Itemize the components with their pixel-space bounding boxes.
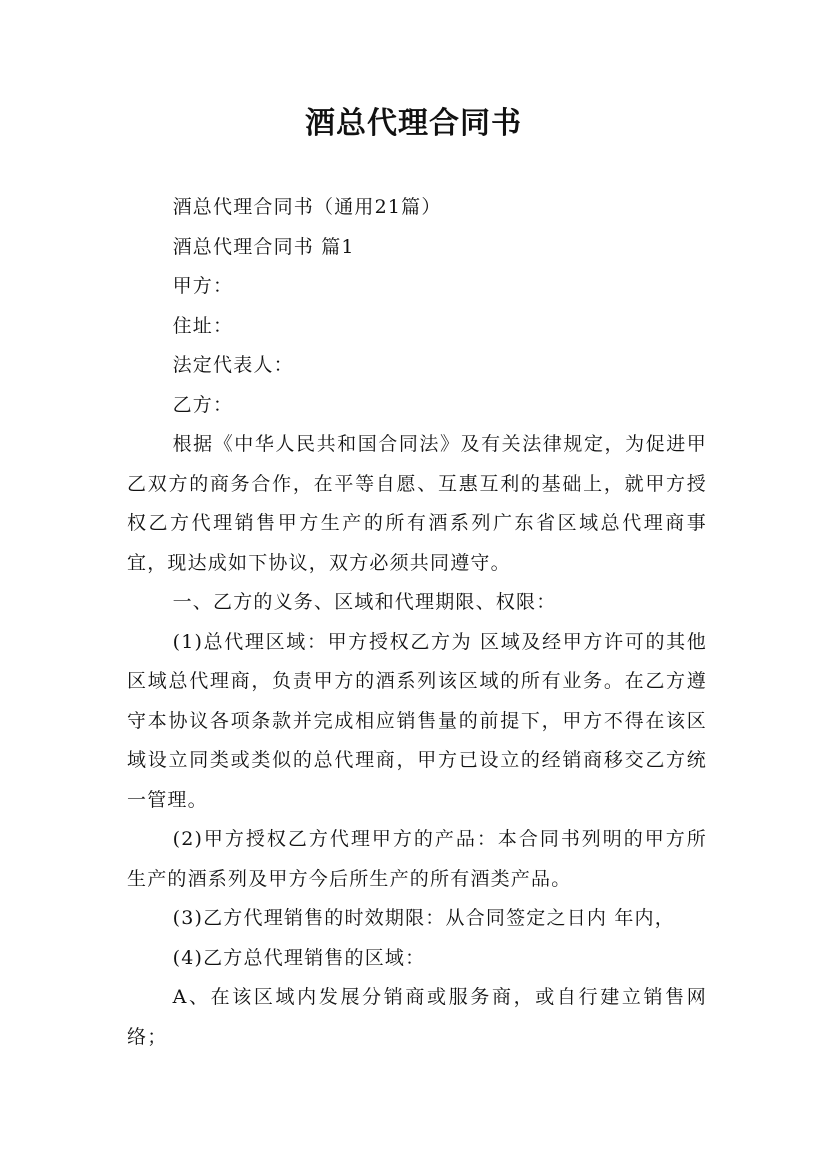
paragraph-party-b: 乙方： xyxy=(172,393,234,416)
paragraph-clause-1-3: (3)乙方代理销售的时效期限：从合同签定之日内 年内， xyxy=(172,907,675,929)
paragraph-party-a: 甲方： xyxy=(172,275,234,297)
paragraph-clause-1-heading: 一、乙方的义务、区域和代理期限、权限： xyxy=(172,591,557,613)
document-title: 酒总代理合同书 xyxy=(305,106,522,141)
paragraph-preamble: 根据《中华人民共和国合同法》及有关法律规定，为促进甲乙双方的商务合作，在平等自愿、互惠互利的基础上，就甲方授权乙方代理销售甲方生产的所有酒系列广东省区域总代理商事宜，现达成如下协议，双方必须共同遵守。 xyxy=(127,433,707,574)
paragraph-clause-1-4-a: A、在该区域内发展分销商或服务商，或自行建立销售网络； xyxy=(127,986,707,1048)
paragraph-address: 住址： xyxy=(172,314,234,337)
document-body xyxy=(127,188,707,1057)
paragraph-clause-1-2: (2)甲方授权乙方代理甲方的产品：本合同书列明的甲方所生产的酒系列及甲方今后所生产的所有酒类产品。 xyxy=(127,828,707,890)
paragraph-legal-representative: 法定代表人： xyxy=(172,354,294,376)
paragraph-clause-1-4: (4)乙方总代理销售的区域： xyxy=(172,946,426,969)
paragraph-section-heading: 酒总代理合同书 篇1 xyxy=(172,235,355,258)
paragraph-subtitle: 酒总代理合同书（通用21篇） xyxy=(172,196,442,218)
paragraph-clause-1-1: (1)总代理区域：甲方授权乙方为 区域及经甲方许可的其他区域总代理商，负责甲方的酒系列该区域的所有业务。在乙方遵守本协议各项条款并完成相应销售量的前提下，甲方不得在该区域设立同类或类似的总代理商，甲方已设立的经销商移交乙方统一管理。 xyxy=(127,630,707,811)
